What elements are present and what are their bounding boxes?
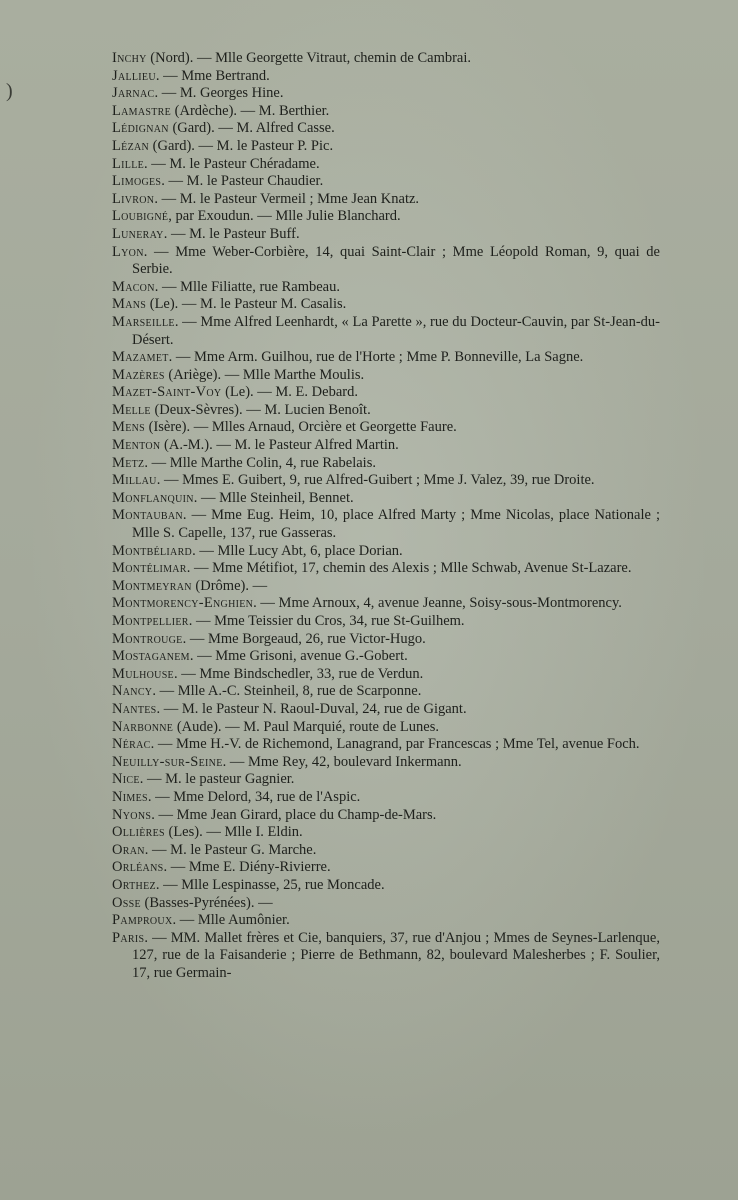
entry-details: , par Exoudun. — Mlle Julie Blanchard.: [168, 208, 401, 225]
directory-entry: [112, 296, 660, 314]
entry-details: (Les). — Mlle I. Eldin.: [164, 824, 303, 841]
entry-details: . — M. le Pasteur Vermeil ; Mme Jean Knatz.: [154, 190, 420, 207]
entry-place: Limoges: [112, 173, 162, 190]
directory-entry: [112, 419, 660, 437]
directory-entry: [112, 736, 660, 754]
entry-place: Lédignan: [112, 120, 169, 137]
directory-entry: [112, 208, 660, 226]
entry-details: (Basses-Pyrénées). —: [140, 894, 273, 911]
entry-place: Monflanquin: [112, 489, 194, 506]
directory-entry: [112, 85, 660, 103]
directory-entry: [112, 68, 660, 86]
entry-details: (Le). — M. le Pasteur M. Casalis.: [146, 296, 347, 313]
entry-place: Marseille: [112, 313, 175, 330]
directory-entry: [112, 683, 660, 701]
directory-entry: [112, 367, 660, 385]
directory-entry: [112, 402, 660, 420]
directory-entry: [112, 472, 660, 490]
entry-place: Mans: [112, 296, 147, 313]
entry-details: . — Mme Teissier du Cros, 34, rue St-Guilhem.: [188, 613, 465, 629]
entry-place: Melle: [112, 401, 151, 418]
entry-place: Montrouge: [112, 630, 183, 647]
entry-details: (Drôme). —: [191, 577, 268, 594]
directory-entry: [112, 578, 660, 596]
directory-entry: [112, 349, 660, 367]
entry-details: (Gard). — M. Alfred Casse.: [168, 120, 335, 137]
directory-entry: [112, 842, 660, 860]
directory-entry: [112, 120, 660, 138]
entry-place: Nérac: [112, 736, 151, 753]
directory-entry: [112, 595, 660, 613]
directory-entry: [112, 156, 660, 174]
entry-place: Orthez: [112, 876, 156, 893]
entry-details: . — M. le Pasteur N. Raoul-Duval, 24, rue de Gigant.: [156, 700, 467, 717]
directory-entry: [112, 789, 660, 807]
directory-entry: [112, 103, 660, 121]
entry-place: Mazamet: [112, 349, 169, 366]
entry-details: . — Mme Arm. Guilhou, rue de l'Horte ; Mme P. Bonneville, La Sagne.: [168, 349, 584, 366]
entry-place: Macon: [112, 278, 155, 295]
entry-place: Orléans: [112, 859, 164, 876]
entry-details: (A.-M.). — M. le Pasteur Alfred Martin.: [160, 437, 399, 454]
entry-details: . — Mlle Aumônier.: [172, 912, 290, 929]
entry-details: . — Mme Borgeaud, 26, rue Victor-Hugo.: [182, 630, 426, 647]
directory-entry: [112, 314, 660, 349]
directory-entry: [112, 191, 660, 209]
directory-entry: [112, 226, 660, 244]
entry-details: . — Mme Weber-Corbière, 14, quai Saint-Clair ; Mme Léopold Roman, 9, quai de Serbie.: [132, 243, 660, 278]
entry-place: Millau: [112, 472, 157, 489]
entry-details: . — M. le pasteur Gagnier.: [139, 771, 295, 788]
directory-entry: [112, 631, 660, 649]
directory-entry: [112, 279, 660, 297]
directory-entry: [112, 754, 660, 772]
entry-details: (Ardèche). — M. Berthier.: [171, 102, 330, 119]
directory-entry: [112, 437, 660, 455]
entry-place: Montauban: [112, 507, 183, 524]
entry-place: Jallieu: [112, 67, 156, 84]
directory-list: [112, 50, 660, 982]
directory-entry: [112, 384, 660, 402]
entry-details: . — Mme Bindschedler, 33, rue de Verdun.: [173, 665, 424, 682]
entry-place: Loubigné: [112, 208, 169, 225]
entry-place: Lyon: [112, 243, 144, 260]
directory-entry: [112, 455, 660, 473]
directory-entry: [112, 807, 660, 825]
entry-place: Nantes: [112, 700, 157, 717]
directory-entry: [112, 507, 660, 542]
entry-details: (Aude). — M. Paul Marquié, route de Lunes.: [173, 718, 439, 735]
entry-details: . — Mme Alfred Leenhardt, « La Parette », rue du Docteur-Cauvin, par St-Jean-du-Désert.: [132, 313, 660, 348]
entry-place: Nyons: [112, 806, 152, 823]
entry-place: Nancy: [112, 683, 153, 700]
entry-place: Lézan: [112, 137, 150, 154]
entry-place: Mostaganem: [112, 648, 190, 665]
entry-place: Montélimar: [112, 560, 187, 577]
entry-place: Inchy: [112, 50, 147, 66]
entry-place: Mazères: [112, 366, 165, 383]
entry-place: Menton: [112, 437, 161, 454]
entry-place: Oran: [112, 841, 145, 858]
directory-entry: [112, 138, 660, 156]
entry-place: Montmorency-Enghien: [112, 595, 254, 612]
entry-details: . — M. Georges Hine.: [154, 85, 284, 102]
margin-pencil-mark: ): [6, 80, 13, 102]
entry-details: . — M. le Pasteur G. Marche.: [144, 841, 317, 858]
directory-entry: [112, 859, 660, 877]
directory-entry: [112, 648, 660, 666]
entry-details: (Deux-Sèvres). — M. Lucien Benoît.: [150, 401, 371, 418]
entry-place: Lille: [112, 155, 145, 172]
entry-details: . — Mme Jean Girard, place du Champ-de-Mars.: [151, 806, 437, 823]
directory-entry: [112, 173, 660, 191]
entry-details: . — Mlle Lucy Abt, 6, place Dorian.: [192, 542, 403, 559]
entry-details: . — Mme Métifiot, 17, chemin des Alexis ; Mlle Schwab, Avenue St-Lazare.: [186, 560, 632, 577]
entry-details: (Le). — M. E. Debard.: [221, 384, 358, 401]
entry-details: . — Mlle Steinheil, Bennet.: [193, 489, 354, 506]
directory-entry: [112, 490, 660, 508]
entry-place: Livron: [112, 190, 155, 207]
directory-entry: [112, 895, 660, 913]
entry-place: Luneray: [112, 225, 164, 242]
entry-details: . — Mme H.-V. de Richemond, Lanagrand, par Francescas ; Mme Tel, avenue Foch.: [150, 736, 640, 753]
entry-details: . — Mlle A.-C. Steinheil, 8, rue de Scarponne.: [152, 683, 422, 700]
directory-entry: [112, 560, 660, 578]
entry-place: Lamastre: [112, 102, 172, 119]
entry-details: (Nord). — Mlle Georgette Vitraut, chemin de Cambrai.: [146, 50, 472, 66]
entry-place: Montmeyran: [112, 577, 192, 594]
directory-entry: [112, 877, 660, 895]
directory-entry: [112, 244, 660, 279]
directory-entry: [112, 666, 660, 684]
entry-details: . — Mme Rey, 42, boulevard Inkermann.: [222, 753, 462, 770]
entry-details: . — M. le Pasteur Buff.: [163, 225, 300, 242]
entry-details: . — Mmes E. Guibert, 9, rue Alfred-Guibert ; Mme J. Valez, 39, rue Droite.: [156, 472, 595, 489]
entry-place: Mazet-Saint-Voy: [112, 384, 222, 401]
entry-details: (Isère). — Mlles Arnaud, Orcière et Georgette Faure.: [144, 419, 457, 436]
directory-entry: [112, 50, 660, 68]
entry-place: Paris: [112, 929, 145, 946]
directory-entry: [112, 824, 660, 842]
entry-details: . — Mme Bertrand.: [155, 67, 270, 84]
entry-place: Montbéliard: [112, 542, 193, 559]
directory-entry: [112, 613, 660, 631]
entry-details: (Gard). — M. le Pasteur P. Pic.: [149, 137, 334, 154]
entry-place: Osse: [112, 894, 141, 911]
entry-details: . — MM. Mallet frères et Cie, banquiers, 37, rue d'Anjou ; Mmes de Seynes-Larlenque, 127, rue de la Faisanderie ; Pierre de Bethmann, 82, boulevard Malesherbes ; F. Soulier, 17, rue Germain-: [132, 929, 660, 981]
entry-details: . — M. le Pasteur Chaudier.: [161, 173, 324, 190]
entry-details: . — Mme E. Diény-Rivierre.: [163, 859, 331, 876]
directory-entry: [112, 771, 660, 789]
directory-entry: [112, 912, 660, 930]
entry-details: . — Mme Arnoux, 4, avenue Jeanne, Soisy-sous-Montmorency.: [253, 595, 622, 612]
entry-place: Mulhouse: [112, 665, 174, 682]
entry-place: Jarnac: [112, 85, 155, 102]
entry-details: . — Mlle Filiatte, rue Rambeau.: [154, 278, 340, 295]
entry-place: Narbonne: [112, 718, 174, 735]
entry-place: Neuilly-sur-Seine: [112, 753, 223, 770]
entry-place: Metz: [112, 454, 145, 471]
entry-details: . — Mme Eug. Heim, 10, place Alfred Marty ; Mme Nicolas, place Nationale ; Mlle S. Capelle, 137, rue Gasseras.: [132, 507, 660, 542]
entry-place: Ollières: [112, 824, 165, 841]
entry-place: Montpellier: [112, 613, 189, 629]
entry-details: . — Mme Delord, 34, rue de l'Aspic.: [147, 788, 361, 805]
entry-details: . — Mlle Marthe Colin, 4, rue Rabelais.: [144, 454, 376, 471]
entry-place: Nice: [112, 771, 140, 788]
directory-entry: [112, 701, 660, 719]
entry-details: . — M. le Pasteur Chéradame.: [144, 155, 320, 172]
entry-details: . — Mlle Lespinasse, 25, rue Moncade.: [155, 876, 385, 893]
entry-details: . — Mme Grisoni, avenue G.-Gobert.: [189, 648, 408, 665]
directory-entry: [112, 930, 660, 983]
entry-place: Nimes: [112, 788, 148, 805]
entry-details: (Ariège). — Mlle Marthe Moulis.: [164, 366, 365, 383]
entry-place: Mens: [112, 419, 145, 436]
directory-entry: [112, 719, 660, 737]
entry-place: Pamproux: [112, 912, 173, 929]
directory-entry: [112, 543, 660, 561]
